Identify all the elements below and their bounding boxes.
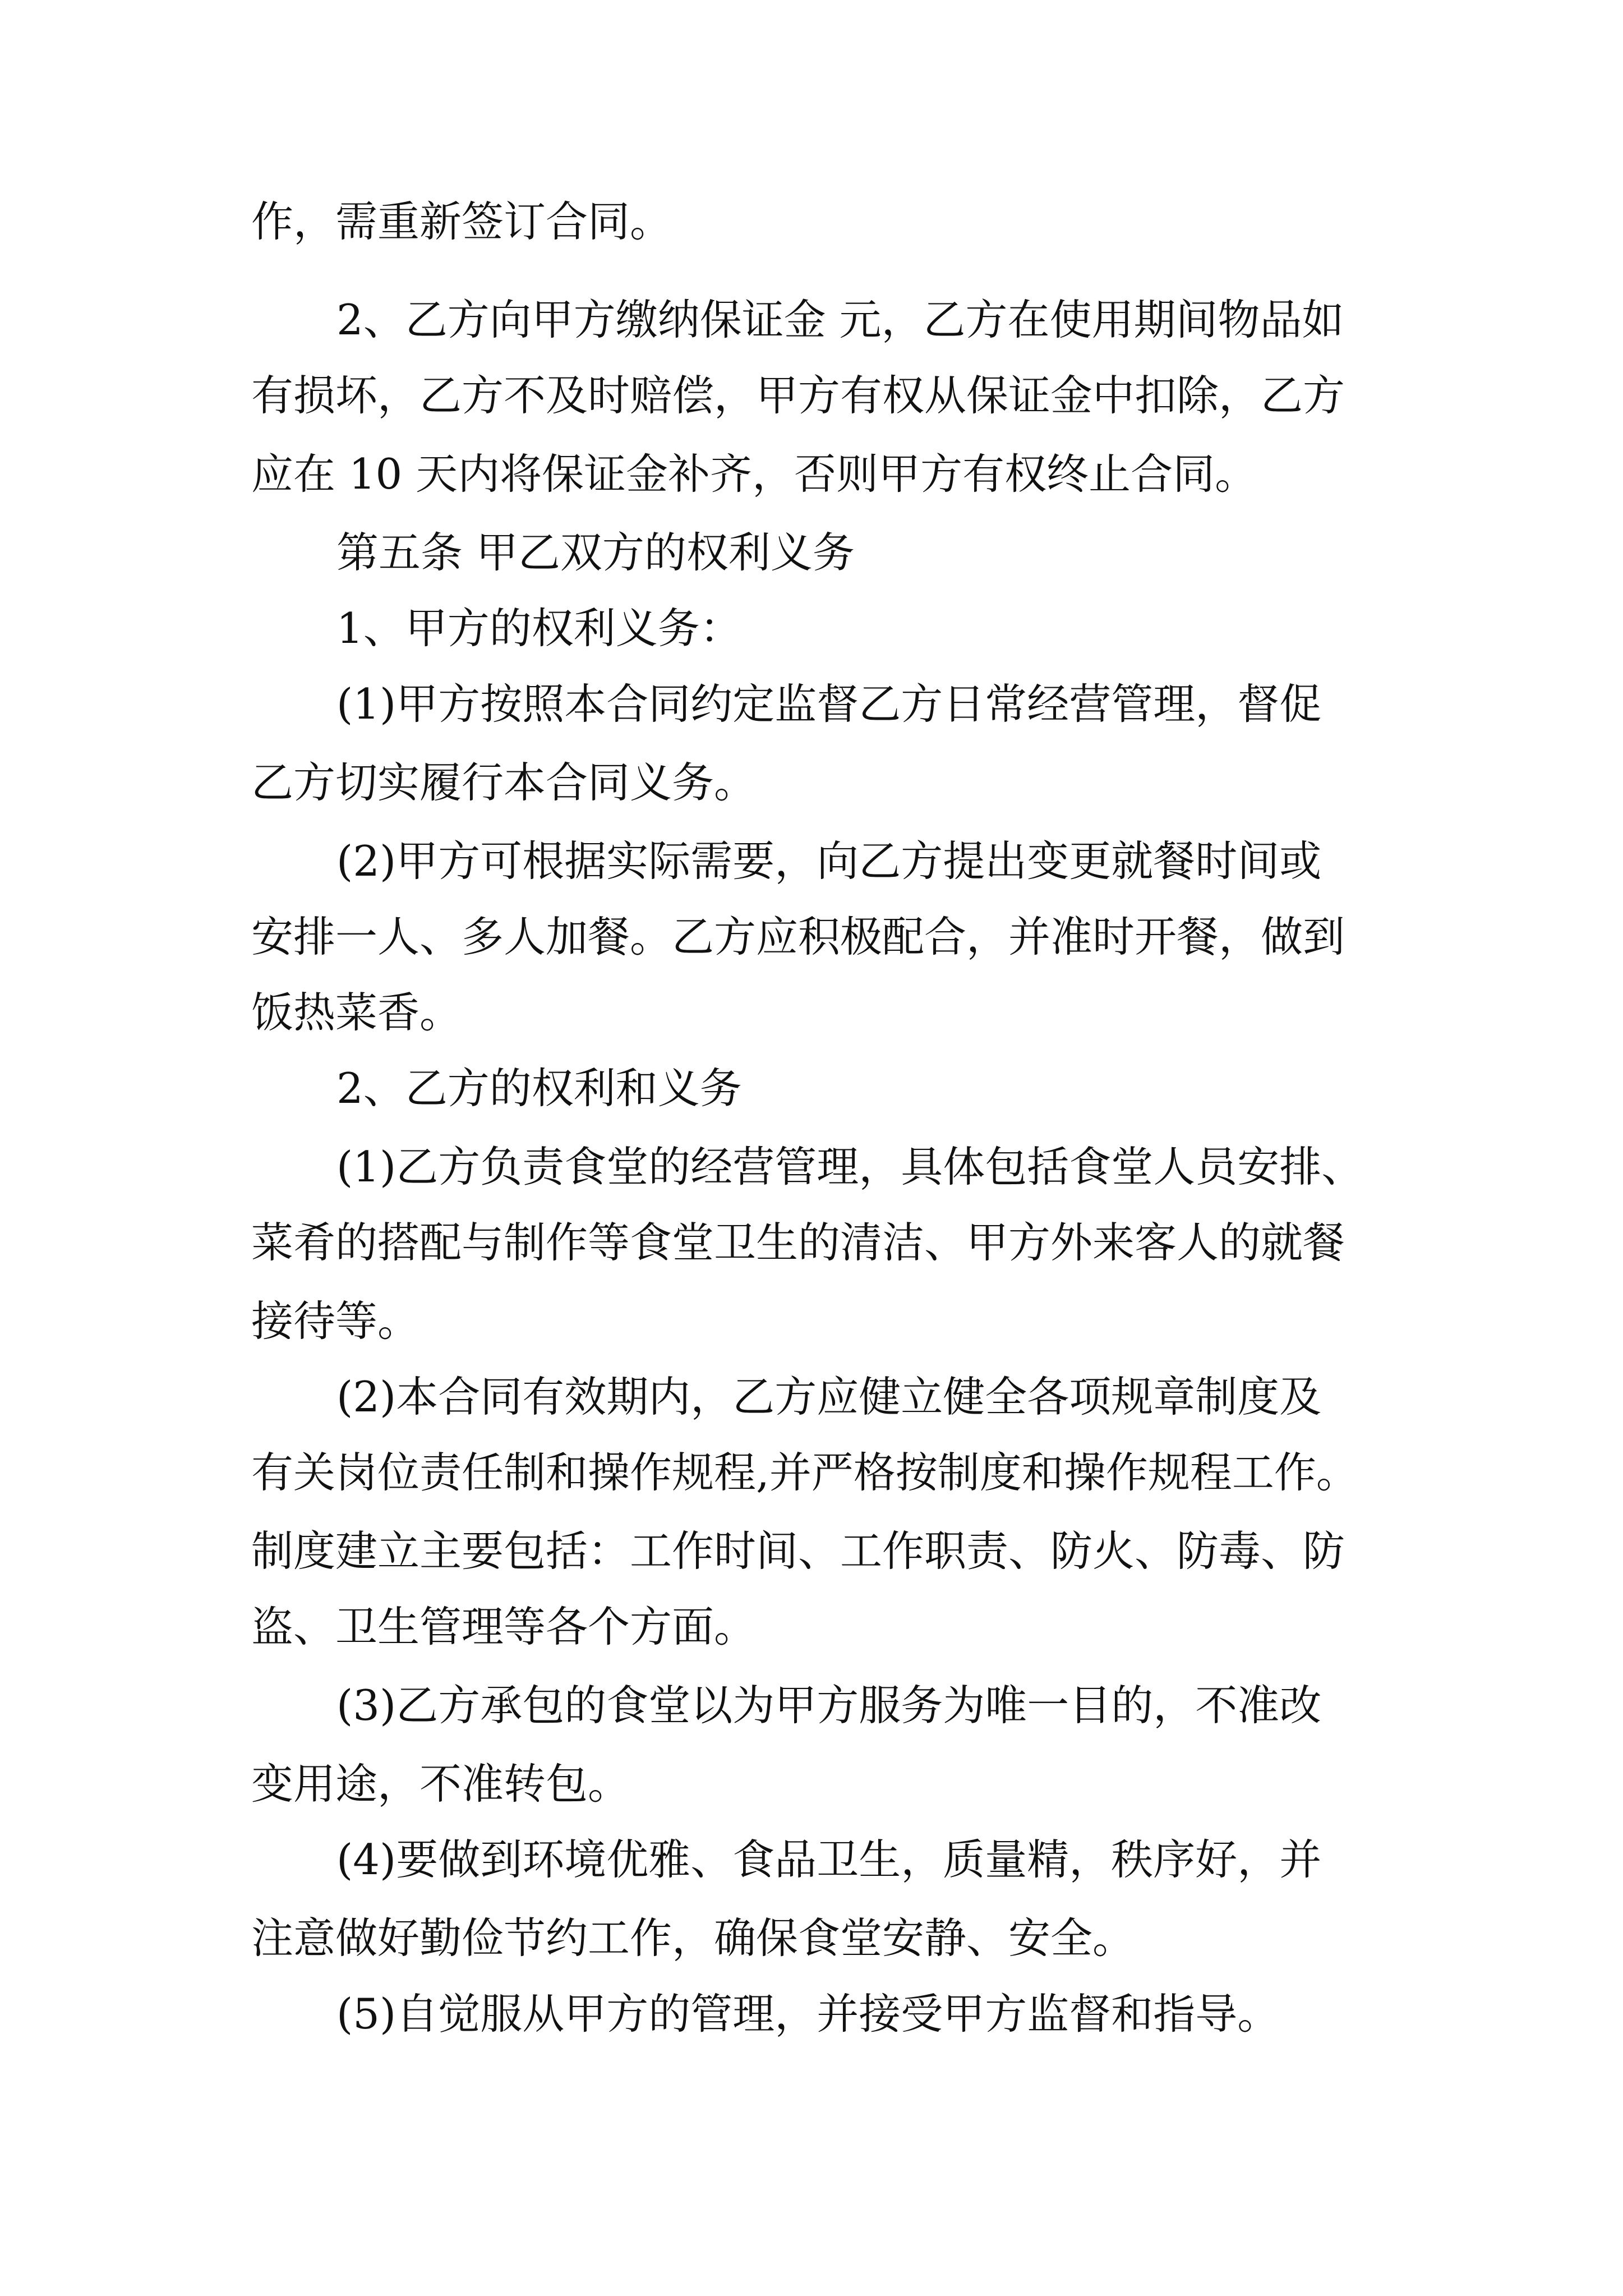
text-line: 乙方切实履行本合同义务。 xyxy=(251,758,757,807)
text-line: (2)甲方可根据实际需要，向乙方提出变更就餐时间或 xyxy=(336,836,1322,886)
text-line: (3)乙方承包的食堂以为甲方服务为唯一目的，不准改 xyxy=(336,1681,1322,1730)
text-line: 有关岗位责任制和操作规程,并严格按制度和操作规程工作。 xyxy=(251,1448,1358,1497)
text-line: (5)自觉服从甲方的管理，并接受甲方监督和指导。 xyxy=(336,1989,1280,2039)
text-line: 安排一人、多人加餐。乙方应积极配合，并准时开餐，做到 xyxy=(251,912,1345,961)
text-line: 有损坏，乙方不及时赔偿，甲方有权从保证金中扣除，乙方 xyxy=(251,371,1345,420)
text-line: 变用途，不准转包。 xyxy=(251,1759,630,1809)
text-line: 盗、卫生管理等各个方面。 xyxy=(251,1602,757,1651)
text-line: (4)要做到环境优雅、食品卫生，质量精，秩序好，并 xyxy=(336,1835,1322,1884)
text-line: (2)本合同有效期内，乙方应健立健全各项规章制度及 xyxy=(336,1372,1322,1421)
text-line: (1)甲方按照本合同约定监督乙方日常经营管理，督促 xyxy=(336,679,1322,729)
text-line: 菜肴的搭配与制作等食堂卫生的清洁、甲方外来客人的就餐 xyxy=(251,1218,1345,1267)
text-line: 应在 10 天内将保证金补齐，否则甲方有权终止合同。 xyxy=(251,449,1257,499)
text-line: (1)乙方负责食堂的经营管理，具体包括食堂人员安排、 xyxy=(336,1142,1364,1191)
text-line: 制度建立主要包括：工作时间、工作职责、防火、防毒、防 xyxy=(251,1526,1345,1576)
subsection-heading: 1、甲方的权利义务： xyxy=(336,604,742,653)
section-heading: 第五条 甲乙双方的权利义务 xyxy=(336,528,855,577)
text-line: 2、乙方向甲方缴纳保证金 元，乙方在使用期间物品如 xyxy=(336,295,1344,344)
text-line: 注意做好勤俭节约工作，确保食堂安静、安全。 xyxy=(251,1913,1135,1963)
text-line: 接待等。 xyxy=(251,1296,420,1346)
text-line: 饭热菜香。 xyxy=(251,988,462,1037)
subsection-heading: 2、乙方的权利和义务 xyxy=(336,1064,742,1113)
text-line: 作，需重新签订合同。 xyxy=(251,197,672,246)
